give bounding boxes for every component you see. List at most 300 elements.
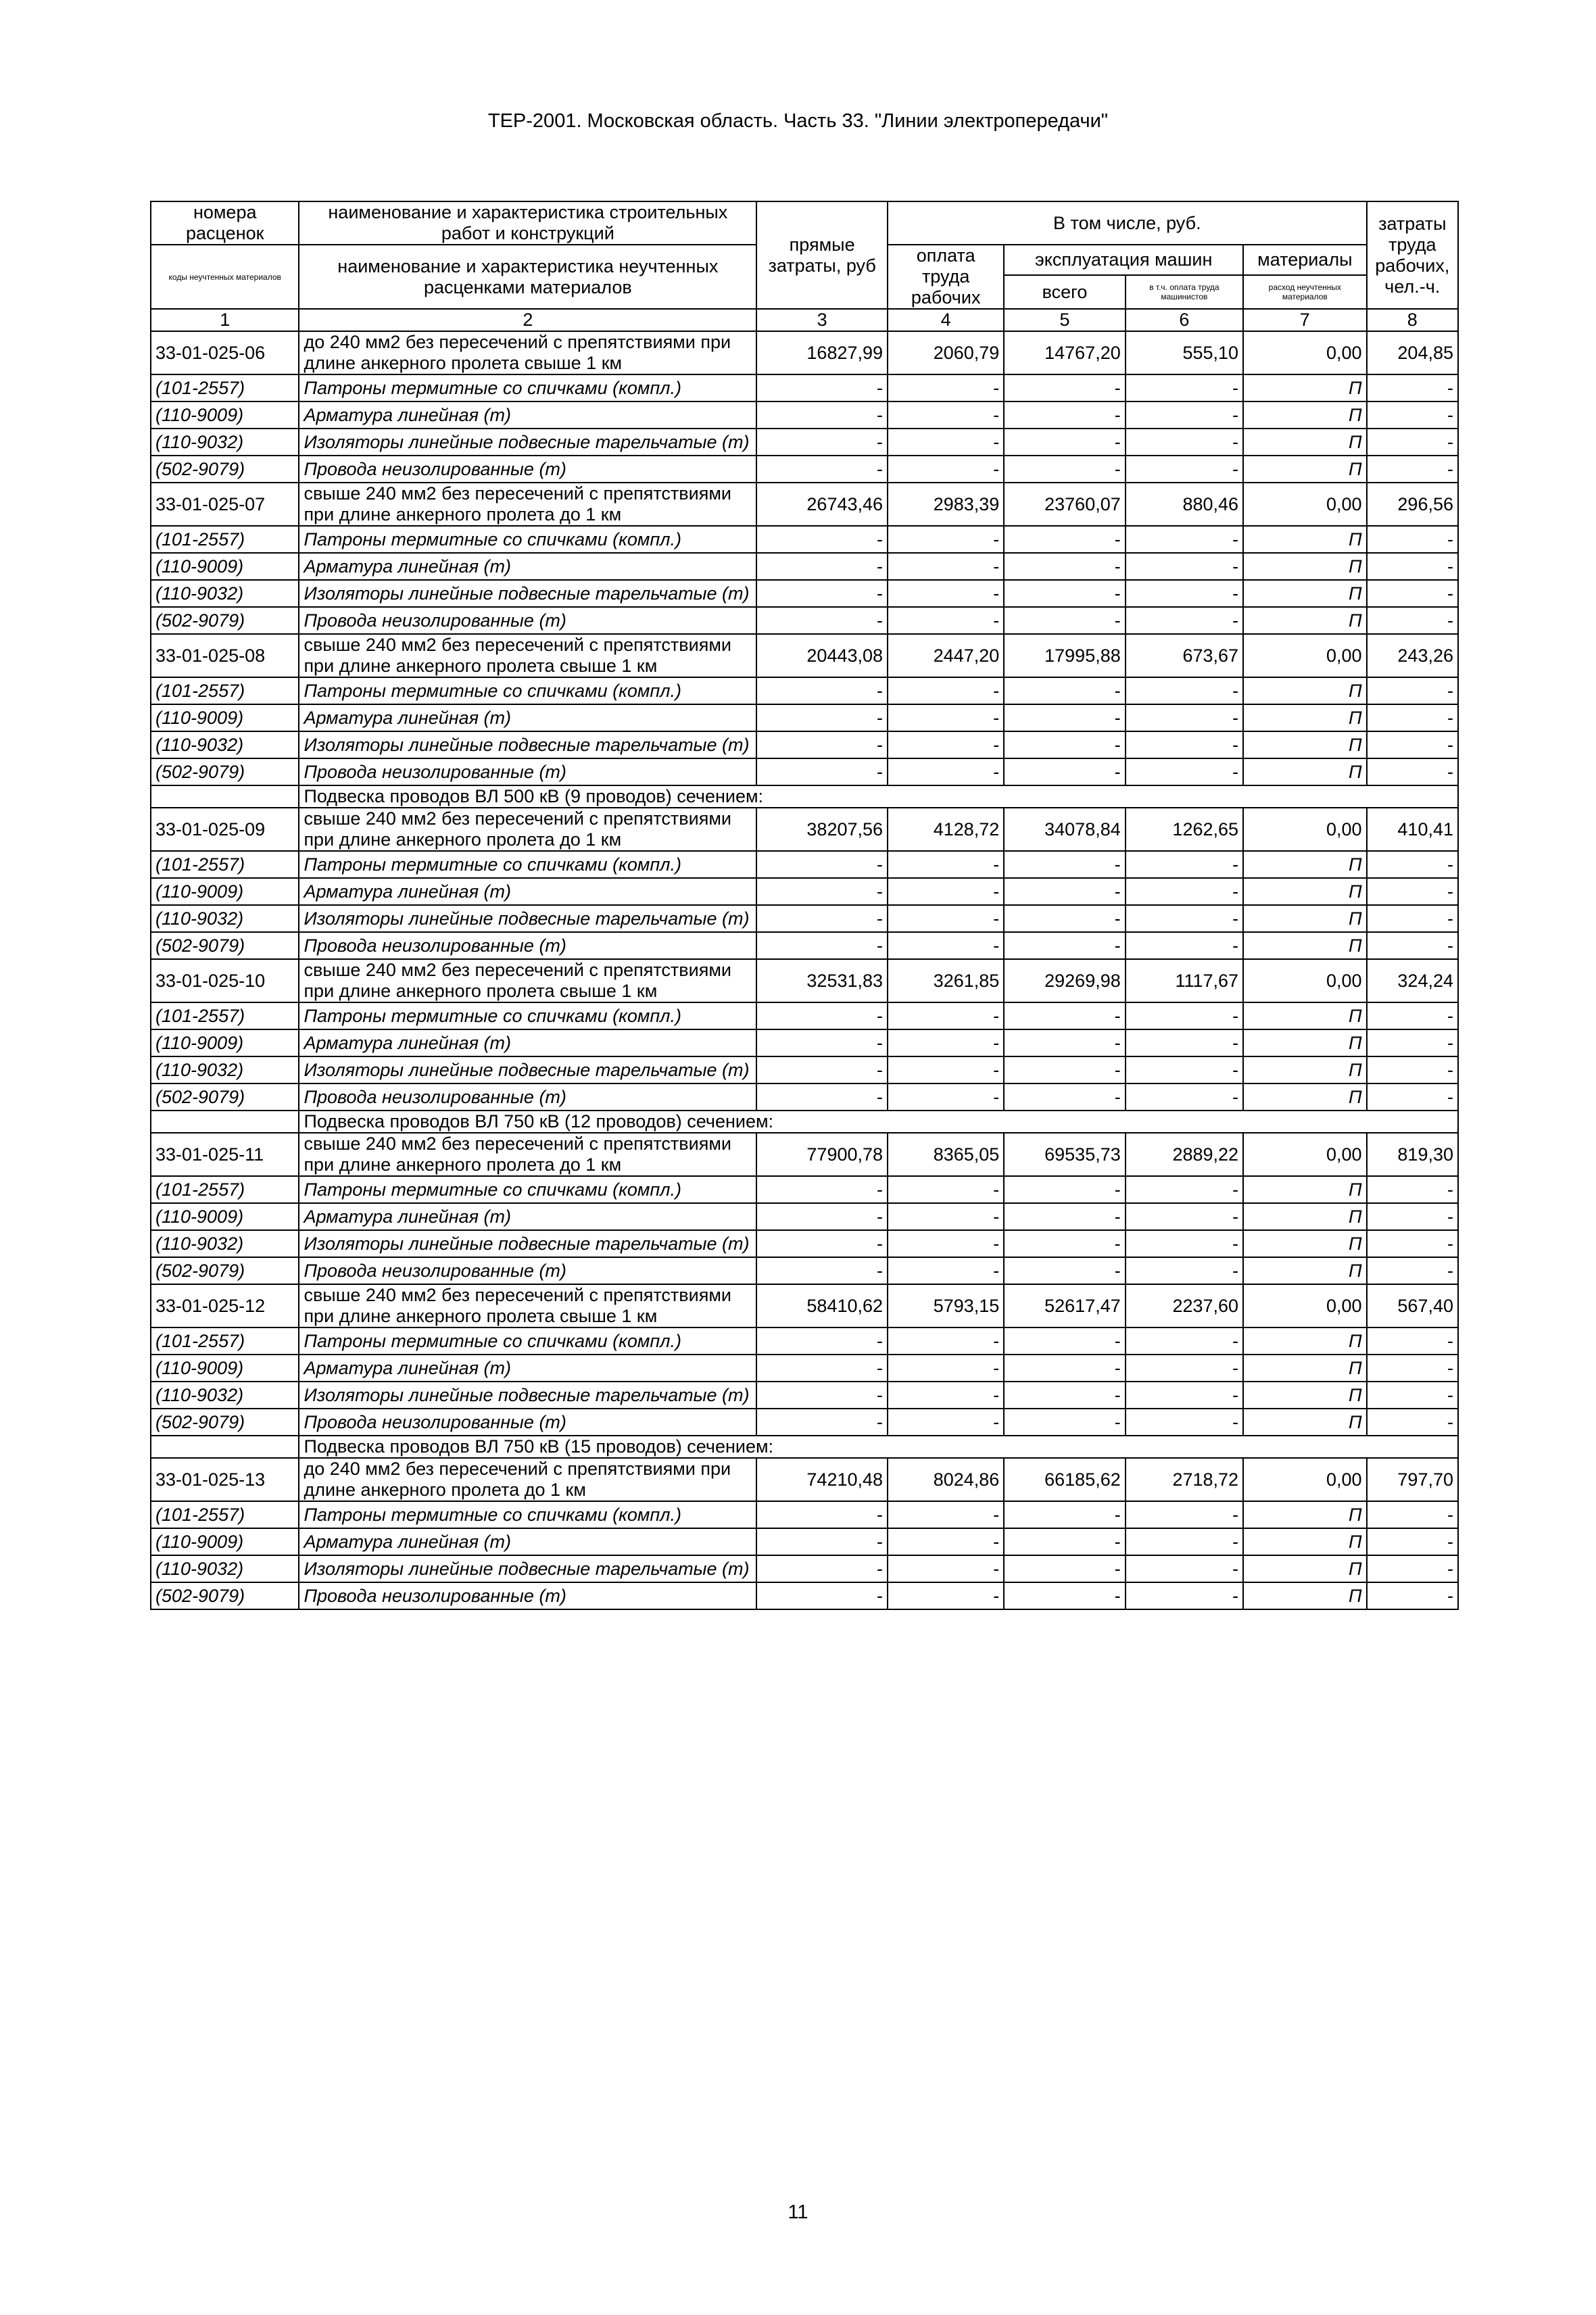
- value-wages: 2983,39: [888, 483, 1004, 526]
- material-row: [151, 1029, 1458, 1056]
- empty-value: -: [1126, 677, 1243, 704]
- material-name: Изоляторы линейные подвесные тарельчатые (т): [299, 429, 756, 456]
- value-direct: 20443,08: [756, 634, 888, 677]
- value-labor: 797,70: [1367, 1458, 1458, 1501]
- material-row: [151, 1382, 1458, 1409]
- material-code: (101-2557): [151, 1501, 299, 1528]
- value-labor: 296,56: [1367, 483, 1458, 526]
- empty-value: -: [1367, 1327, 1458, 1355]
- material-name: Патроны термитные со спичками (компл.): [299, 1176, 756, 1203]
- value-materials: 0,00: [1243, 331, 1367, 374]
- table-row: [151, 331, 1458, 374]
- material-consumption: П: [1243, 1355, 1367, 1382]
- empty-value: -: [888, 1230, 1004, 1257]
- empty-value: -: [756, 1582, 888, 1609]
- table-row: [151, 483, 1458, 526]
- empty-value: -: [756, 1528, 888, 1555]
- value-wages: 2060,79: [888, 331, 1004, 374]
- material-code: (110-9009): [151, 553, 299, 580]
- empty-value: -: [888, 758, 1004, 785]
- rate-description: свыше 240 мм2 без пересечений с препятствиями при длине анкерного пролета до 1 км: [299, 808, 756, 851]
- empty-value: -: [1126, 1056, 1243, 1083]
- empty-value: -: [1004, 1327, 1125, 1355]
- empty-value: -: [888, 429, 1004, 456]
- material-name: Арматура линейная (т): [299, 1528, 756, 1555]
- material-name: Изоляторы линейные подвесные тарельчатые (т): [299, 1382, 756, 1409]
- empty-value: -: [888, 932, 1004, 959]
- empty-value: -: [1126, 374, 1243, 401]
- material-consumption: П: [1243, 429, 1367, 456]
- empty-value: -: [888, 1002, 1004, 1029]
- empty-value: -: [1126, 1582, 1243, 1609]
- empty-value: -: [888, 1203, 1004, 1230]
- material-consumption: П: [1243, 456, 1367, 483]
- empty-value: -: [1367, 1176, 1458, 1203]
- value-labor: 410,41: [1367, 808, 1458, 851]
- col-header-material-name: наименование и характеристика неучтенных расценками материалов: [299, 245, 756, 309]
- material-row: [151, 607, 1458, 634]
- empty-value: -: [888, 553, 1004, 580]
- empty-value: -: [888, 1382, 1004, 1409]
- value-labor: 819,30: [1367, 1133, 1458, 1176]
- empty-value: -: [1367, 1582, 1458, 1609]
- table-row: [151, 1133, 1458, 1176]
- empty-value: -: [1004, 1176, 1125, 1203]
- empty-value: -: [1004, 401, 1125, 429]
- empty-value: -: [888, 374, 1004, 401]
- material-code: (101-2557): [151, 374, 299, 401]
- material-name: Провода неизолированные (т): [299, 1582, 756, 1609]
- material-consumption: П: [1243, 1528, 1367, 1555]
- value-machines: 29269,98: [1004, 959, 1125, 1002]
- material-code: (101-2557): [151, 677, 299, 704]
- empty-value: -: [1126, 731, 1243, 758]
- empty-value: -: [888, 905, 1004, 932]
- value-direct: 77900,78: [756, 1133, 888, 1176]
- empty-value: -: [1367, 1002, 1458, 1029]
- empty-value: -: [1004, 580, 1125, 607]
- material-name: Патроны термитные со спичками (компл.): [299, 526, 756, 553]
- empty-value: -: [888, 456, 1004, 483]
- col-header-materials-sub: расход неучтенных материалов: [1243, 275, 1367, 309]
- empty-value: -: [756, 401, 888, 429]
- empty-value: -: [1367, 374, 1458, 401]
- material-name: Провода неизолированные (т): [299, 456, 756, 483]
- empty-value: -: [888, 1056, 1004, 1083]
- empty-value: -: [1126, 1555, 1243, 1582]
- empty-value: -: [756, 851, 888, 878]
- empty-value: -: [888, 851, 1004, 878]
- material-consumption: П: [1243, 1230, 1367, 1257]
- material-row: [151, 1056, 1458, 1083]
- value-wages: 8024,86: [888, 1458, 1004, 1501]
- page-number: 11: [788, 2201, 808, 2223]
- empty-value: -: [888, 607, 1004, 634]
- empty-value: -: [888, 1029, 1004, 1056]
- empty-value: -: [1004, 1528, 1125, 1555]
- material-code: (110-9032): [151, 731, 299, 758]
- section-spacer: [151, 1111, 299, 1133]
- empty-value: -: [888, 1555, 1004, 1582]
- material-code: (502-9079): [151, 758, 299, 785]
- material-row: [151, 1176, 1458, 1203]
- empty-value: -: [756, 905, 888, 932]
- material-code: (502-9079): [151, 607, 299, 634]
- empty-value: -: [888, 1582, 1004, 1609]
- value-direct: 38207,56: [756, 808, 888, 851]
- material-name: Арматура линейная (т): [299, 1029, 756, 1056]
- material-consumption: П: [1243, 1501, 1367, 1528]
- rate-code: 33-01-025-11: [151, 1133, 299, 1176]
- material-row: [151, 1203, 1458, 1230]
- value-wages: 5793,15: [888, 1284, 1004, 1327]
- empty-value: -: [1126, 1230, 1243, 1257]
- material-row: [151, 731, 1458, 758]
- material-row: [151, 932, 1458, 959]
- material-name: Провода неизолированные (т): [299, 1409, 756, 1436]
- material-consumption: П: [1243, 932, 1367, 959]
- col-header-wages: оплата труда рабочих: [888, 245, 1004, 309]
- material-name: Арматура линейная (т): [299, 1203, 756, 1230]
- empty-value: -: [1126, 1355, 1243, 1382]
- section-title: Подвеска проводов ВЛ 750 кВ (15 проводов) сечением:: [299, 1436, 1458, 1458]
- col-header-name: наименование и характеристика строительных работ и конструкций: [299, 201, 756, 245]
- empty-value: -: [756, 607, 888, 634]
- empty-value: -: [756, 1382, 888, 1409]
- empty-value: -: [888, 731, 1004, 758]
- price-table: [150, 201, 1459, 1610]
- material-consumption: П: [1243, 851, 1367, 878]
- value-labor: 243,26: [1367, 634, 1458, 677]
- empty-value: -: [756, 1176, 888, 1203]
- material-row: [151, 878, 1458, 905]
- empty-value: -: [1126, 401, 1243, 429]
- empty-value: -: [1004, 1501, 1125, 1528]
- empty-value: -: [756, 1327, 888, 1355]
- empty-value: -: [888, 580, 1004, 607]
- material-consumption: П: [1243, 374, 1367, 401]
- material-name: Изоляторы линейные подвесные тарельчатые (т): [299, 731, 756, 758]
- col-header-incl: В том числе, руб.: [888, 201, 1367, 245]
- material-row: [151, 704, 1458, 731]
- empty-value: -: [1367, 401, 1458, 429]
- rate-code: 33-01-025-08: [151, 634, 299, 677]
- material-name: Арматура линейная (т): [299, 1355, 756, 1382]
- material-code: (101-2557): [151, 851, 299, 878]
- rate-code: 33-01-025-06: [151, 331, 299, 374]
- value-wages: 4128,72: [888, 808, 1004, 851]
- empty-value: -: [1367, 526, 1458, 553]
- value-machines: 66185,62: [1004, 1458, 1125, 1501]
- empty-value: -: [1126, 1029, 1243, 1056]
- empty-value: -: [1126, 429, 1243, 456]
- material-consumption: П: [1243, 1203, 1367, 1230]
- empty-value: -: [1004, 758, 1125, 785]
- material-code: (110-9032): [151, 1382, 299, 1409]
- material-name: Провода неизолированные (т): [299, 1257, 756, 1284]
- rate-description: до 240 мм2 без пересечений с препятствиями при длине анкерного пролета свыше 1 км: [299, 331, 756, 374]
- empty-value: -: [1004, 1355, 1125, 1382]
- empty-value: -: [1004, 526, 1125, 553]
- material-consumption: П: [1243, 1327, 1367, 1355]
- empty-value: -: [756, 1355, 888, 1382]
- material-name: Провода неизолированные (т): [299, 607, 756, 634]
- empty-value: -: [1367, 456, 1458, 483]
- value-materials: 0,00: [1243, 959, 1367, 1002]
- empty-value: -: [1367, 553, 1458, 580]
- column-number: 5: [1004, 309, 1125, 331]
- material-code: (110-9009): [151, 401, 299, 429]
- section-title: Подвеска проводов ВЛ 500 кВ (9 проводов) сечением:: [299, 785, 1458, 808]
- material-name: Изоляторы линейные подвесные тарельчатые (т): [299, 1555, 756, 1582]
- material-consumption: П: [1243, 553, 1367, 580]
- empty-value: -: [1004, 456, 1125, 483]
- empty-value: -: [1367, 607, 1458, 634]
- value-machines: 52617,47: [1004, 1284, 1125, 1327]
- empty-value: -: [756, 456, 888, 483]
- empty-value: -: [888, 1083, 1004, 1111]
- empty-value: -: [1004, 1083, 1125, 1111]
- value-machinists: 555,10: [1126, 331, 1243, 374]
- value-direct: 58410,62: [756, 1284, 888, 1327]
- empty-value: -: [756, 677, 888, 704]
- empty-value: -: [756, 429, 888, 456]
- material-consumption: П: [1243, 580, 1367, 607]
- section-spacer: [151, 785, 299, 808]
- empty-value: -: [1367, 429, 1458, 456]
- empty-value: -: [1004, 1257, 1125, 1284]
- material-row: [151, 851, 1458, 878]
- material-consumption: П: [1243, 526, 1367, 553]
- empty-value: -: [1126, 758, 1243, 785]
- empty-value: -: [1004, 851, 1125, 878]
- empty-value: -: [888, 1409, 1004, 1436]
- column-number: 7: [1243, 309, 1367, 331]
- value-materials: 0,00: [1243, 483, 1367, 526]
- value-materials: 0,00: [1243, 1284, 1367, 1327]
- empty-value: -: [888, 1327, 1004, 1355]
- rate-description: свыше 240 мм2 без пересечений с препятствиями при длине анкерного пролета свыше 1 км: [299, 1284, 756, 1327]
- material-row: [151, 429, 1458, 456]
- empty-value: -: [888, 1176, 1004, 1203]
- empty-value: -: [1126, 1327, 1243, 1355]
- table-row: [151, 959, 1458, 1002]
- material-row: [151, 1555, 1458, 1582]
- material-name: Изоляторы линейные подвесные тарельчатые (т): [299, 580, 756, 607]
- material-consumption: П: [1243, 1257, 1367, 1284]
- col-header-machines: эксплуатация машин: [1004, 245, 1243, 275]
- material-row: [151, 1528, 1458, 1555]
- material-code: (110-9009): [151, 1355, 299, 1382]
- empty-value: -: [1367, 1230, 1458, 1257]
- material-consumption: П: [1243, 905, 1367, 932]
- empty-value: -: [1367, 1528, 1458, 1555]
- value-materials: 0,00: [1243, 1458, 1367, 1501]
- material-consumption: П: [1243, 1056, 1367, 1083]
- material-code: (502-9079): [151, 1409, 299, 1436]
- empty-value: -: [1367, 1029, 1458, 1056]
- material-code: (110-9032): [151, 1230, 299, 1257]
- material-row: [151, 1409, 1458, 1436]
- value-wages: 3261,85: [888, 959, 1004, 1002]
- value-machinists: 2237,60: [1126, 1284, 1243, 1327]
- material-consumption: П: [1243, 1083, 1367, 1111]
- material-row: [151, 758, 1458, 785]
- empty-value: -: [756, 1501, 888, 1528]
- empty-value: -: [1126, 553, 1243, 580]
- col-header-code: номера расценок: [151, 201, 299, 245]
- empty-value: -: [756, 1230, 888, 1257]
- col-header-labor: затраты труда рабочих, чел.-ч.: [1367, 201, 1458, 309]
- material-row: [151, 1002, 1458, 1029]
- empty-value: -: [888, 878, 1004, 905]
- empty-value: -: [756, 1056, 888, 1083]
- empty-value: -: [1004, 374, 1125, 401]
- material-code: (110-9032): [151, 429, 299, 456]
- value-machines: 69535,73: [1004, 1133, 1125, 1176]
- table-row: [151, 1284, 1458, 1327]
- empty-value: -: [888, 1501, 1004, 1528]
- value-materials: 0,00: [1243, 634, 1367, 677]
- empty-value: -: [1004, 932, 1125, 959]
- material-row: [151, 1327, 1458, 1355]
- empty-value: -: [888, 1528, 1004, 1555]
- empty-value: -: [1367, 905, 1458, 932]
- rate-code: 33-01-025-09: [151, 808, 299, 851]
- empty-value: -: [1126, 704, 1243, 731]
- empty-value: -: [888, 526, 1004, 553]
- empty-value: -: [1367, 1555, 1458, 1582]
- empty-value: -: [1126, 1002, 1243, 1029]
- empty-value: -: [756, 758, 888, 785]
- value-machines: 34078,84: [1004, 808, 1125, 851]
- empty-value: -: [756, 553, 888, 580]
- material-consumption: П: [1243, 731, 1367, 758]
- empty-value: -: [888, 401, 1004, 429]
- material-consumption: П: [1243, 1002, 1367, 1029]
- table-row: [151, 634, 1458, 677]
- empty-value: -: [1004, 429, 1125, 456]
- col-header-machines-total: всего: [1004, 275, 1125, 309]
- empty-value: -: [756, 1257, 888, 1284]
- material-consumption: П: [1243, 758, 1367, 785]
- table-body: [151, 331, 1458, 1609]
- empty-value: -: [1367, 1382, 1458, 1409]
- material-code: (110-9009): [151, 1029, 299, 1056]
- empty-value: -: [1126, 1257, 1243, 1284]
- material-code: (101-2557): [151, 1327, 299, 1355]
- material-row: [151, 905, 1458, 932]
- empty-value: -: [1004, 607, 1125, 634]
- empty-value: -: [1004, 1056, 1125, 1083]
- material-name: Патроны термитные со спичками (компл.): [299, 374, 756, 401]
- material-code: (110-9032): [151, 1056, 299, 1083]
- material-name: Патроны термитные со спичками (компл.): [299, 677, 756, 704]
- empty-value: -: [888, 1355, 1004, 1382]
- material-name: Арматура линейная (т): [299, 704, 756, 731]
- empty-value: -: [1004, 1409, 1125, 1436]
- material-code: (110-9032): [151, 905, 299, 932]
- material-code: (502-9079): [151, 1083, 299, 1111]
- empty-value: -: [756, 1203, 888, 1230]
- material-row: [151, 1230, 1458, 1257]
- empty-value: -: [1126, 1203, 1243, 1230]
- material-name: Провода неизолированные (т): [299, 932, 756, 959]
- material-name: Провода неизолированные (т): [299, 758, 756, 785]
- empty-value: -: [888, 1257, 1004, 1284]
- empty-value: -: [1004, 1203, 1125, 1230]
- rate-description: свыше 240 мм2 без пересечений с препятствиями при длине анкерного пролета свыше 1 км: [299, 959, 756, 1002]
- empty-value: -: [1367, 1056, 1458, 1083]
- empty-value: -: [1126, 580, 1243, 607]
- material-code: (110-9009): [151, 1203, 299, 1230]
- material-consumption: П: [1243, 1029, 1367, 1056]
- empty-value: -: [1126, 878, 1243, 905]
- value-machines: 23760,07: [1004, 483, 1125, 526]
- empty-value: -: [888, 677, 1004, 704]
- material-consumption: П: [1243, 878, 1367, 905]
- value-machines: 17995,88: [1004, 634, 1125, 677]
- value-machines: 14767,20: [1004, 331, 1125, 374]
- empty-value: -: [1367, 1203, 1458, 1230]
- value-wages: 2447,20: [888, 634, 1004, 677]
- column-number: 1: [151, 309, 299, 331]
- value-direct: 74210,48: [756, 1458, 888, 1501]
- material-consumption: П: [1243, 1555, 1367, 1582]
- material-consumption: П: [1243, 607, 1367, 634]
- material-consumption: П: [1243, 401, 1367, 429]
- empty-value: -: [756, 1555, 888, 1582]
- material-name: Арматура линейная (т): [299, 553, 756, 580]
- material-code: (101-2557): [151, 1002, 299, 1029]
- material-name: Патроны термитные со спичками (компл.): [299, 1501, 756, 1528]
- empty-value: -: [756, 731, 888, 758]
- material-consumption: П: [1243, 1582, 1367, 1609]
- value-machinists: 1262,65: [1126, 808, 1243, 851]
- material-consumption: П: [1243, 1382, 1367, 1409]
- material-code: (110-9009): [151, 704, 299, 731]
- value-materials: 0,00: [1243, 808, 1367, 851]
- value-direct: 26743,46: [756, 483, 888, 526]
- empty-value: -: [1004, 1002, 1125, 1029]
- value-labor: 204,85: [1367, 331, 1458, 374]
- column-number: 2: [299, 309, 756, 331]
- rate-description: свыше 240 мм2 без пересечений с препятствиями при длине анкерного пролета свыше 1 км: [299, 634, 756, 677]
- material-row: [151, 580, 1458, 607]
- value-machinists: 1117,67: [1126, 959, 1243, 1002]
- empty-value: -: [756, 580, 888, 607]
- column-number: 4: [888, 309, 1004, 331]
- empty-value: -: [756, 374, 888, 401]
- empty-value: -: [1126, 1083, 1243, 1111]
- material-code: (110-9009): [151, 1528, 299, 1555]
- empty-value: -: [1126, 905, 1243, 932]
- empty-value: -: [1126, 851, 1243, 878]
- empty-value: -: [1004, 878, 1125, 905]
- empty-value: -: [1004, 553, 1125, 580]
- empty-value: -: [1126, 1409, 1243, 1436]
- empty-value: -: [1367, 1355, 1458, 1382]
- value-materials: 0,00: [1243, 1133, 1367, 1176]
- col-header-materials: материалы: [1243, 245, 1367, 275]
- material-code: (502-9079): [151, 1257, 299, 1284]
- col-header-material-code: коды неучтенных материалов: [151, 245, 299, 309]
- empty-value: -: [1004, 1582, 1125, 1609]
- material-row: [151, 526, 1458, 553]
- value-direct: 32531,83: [756, 959, 888, 1002]
- empty-value: -: [1367, 677, 1458, 704]
- empty-value: -: [1004, 731, 1125, 758]
